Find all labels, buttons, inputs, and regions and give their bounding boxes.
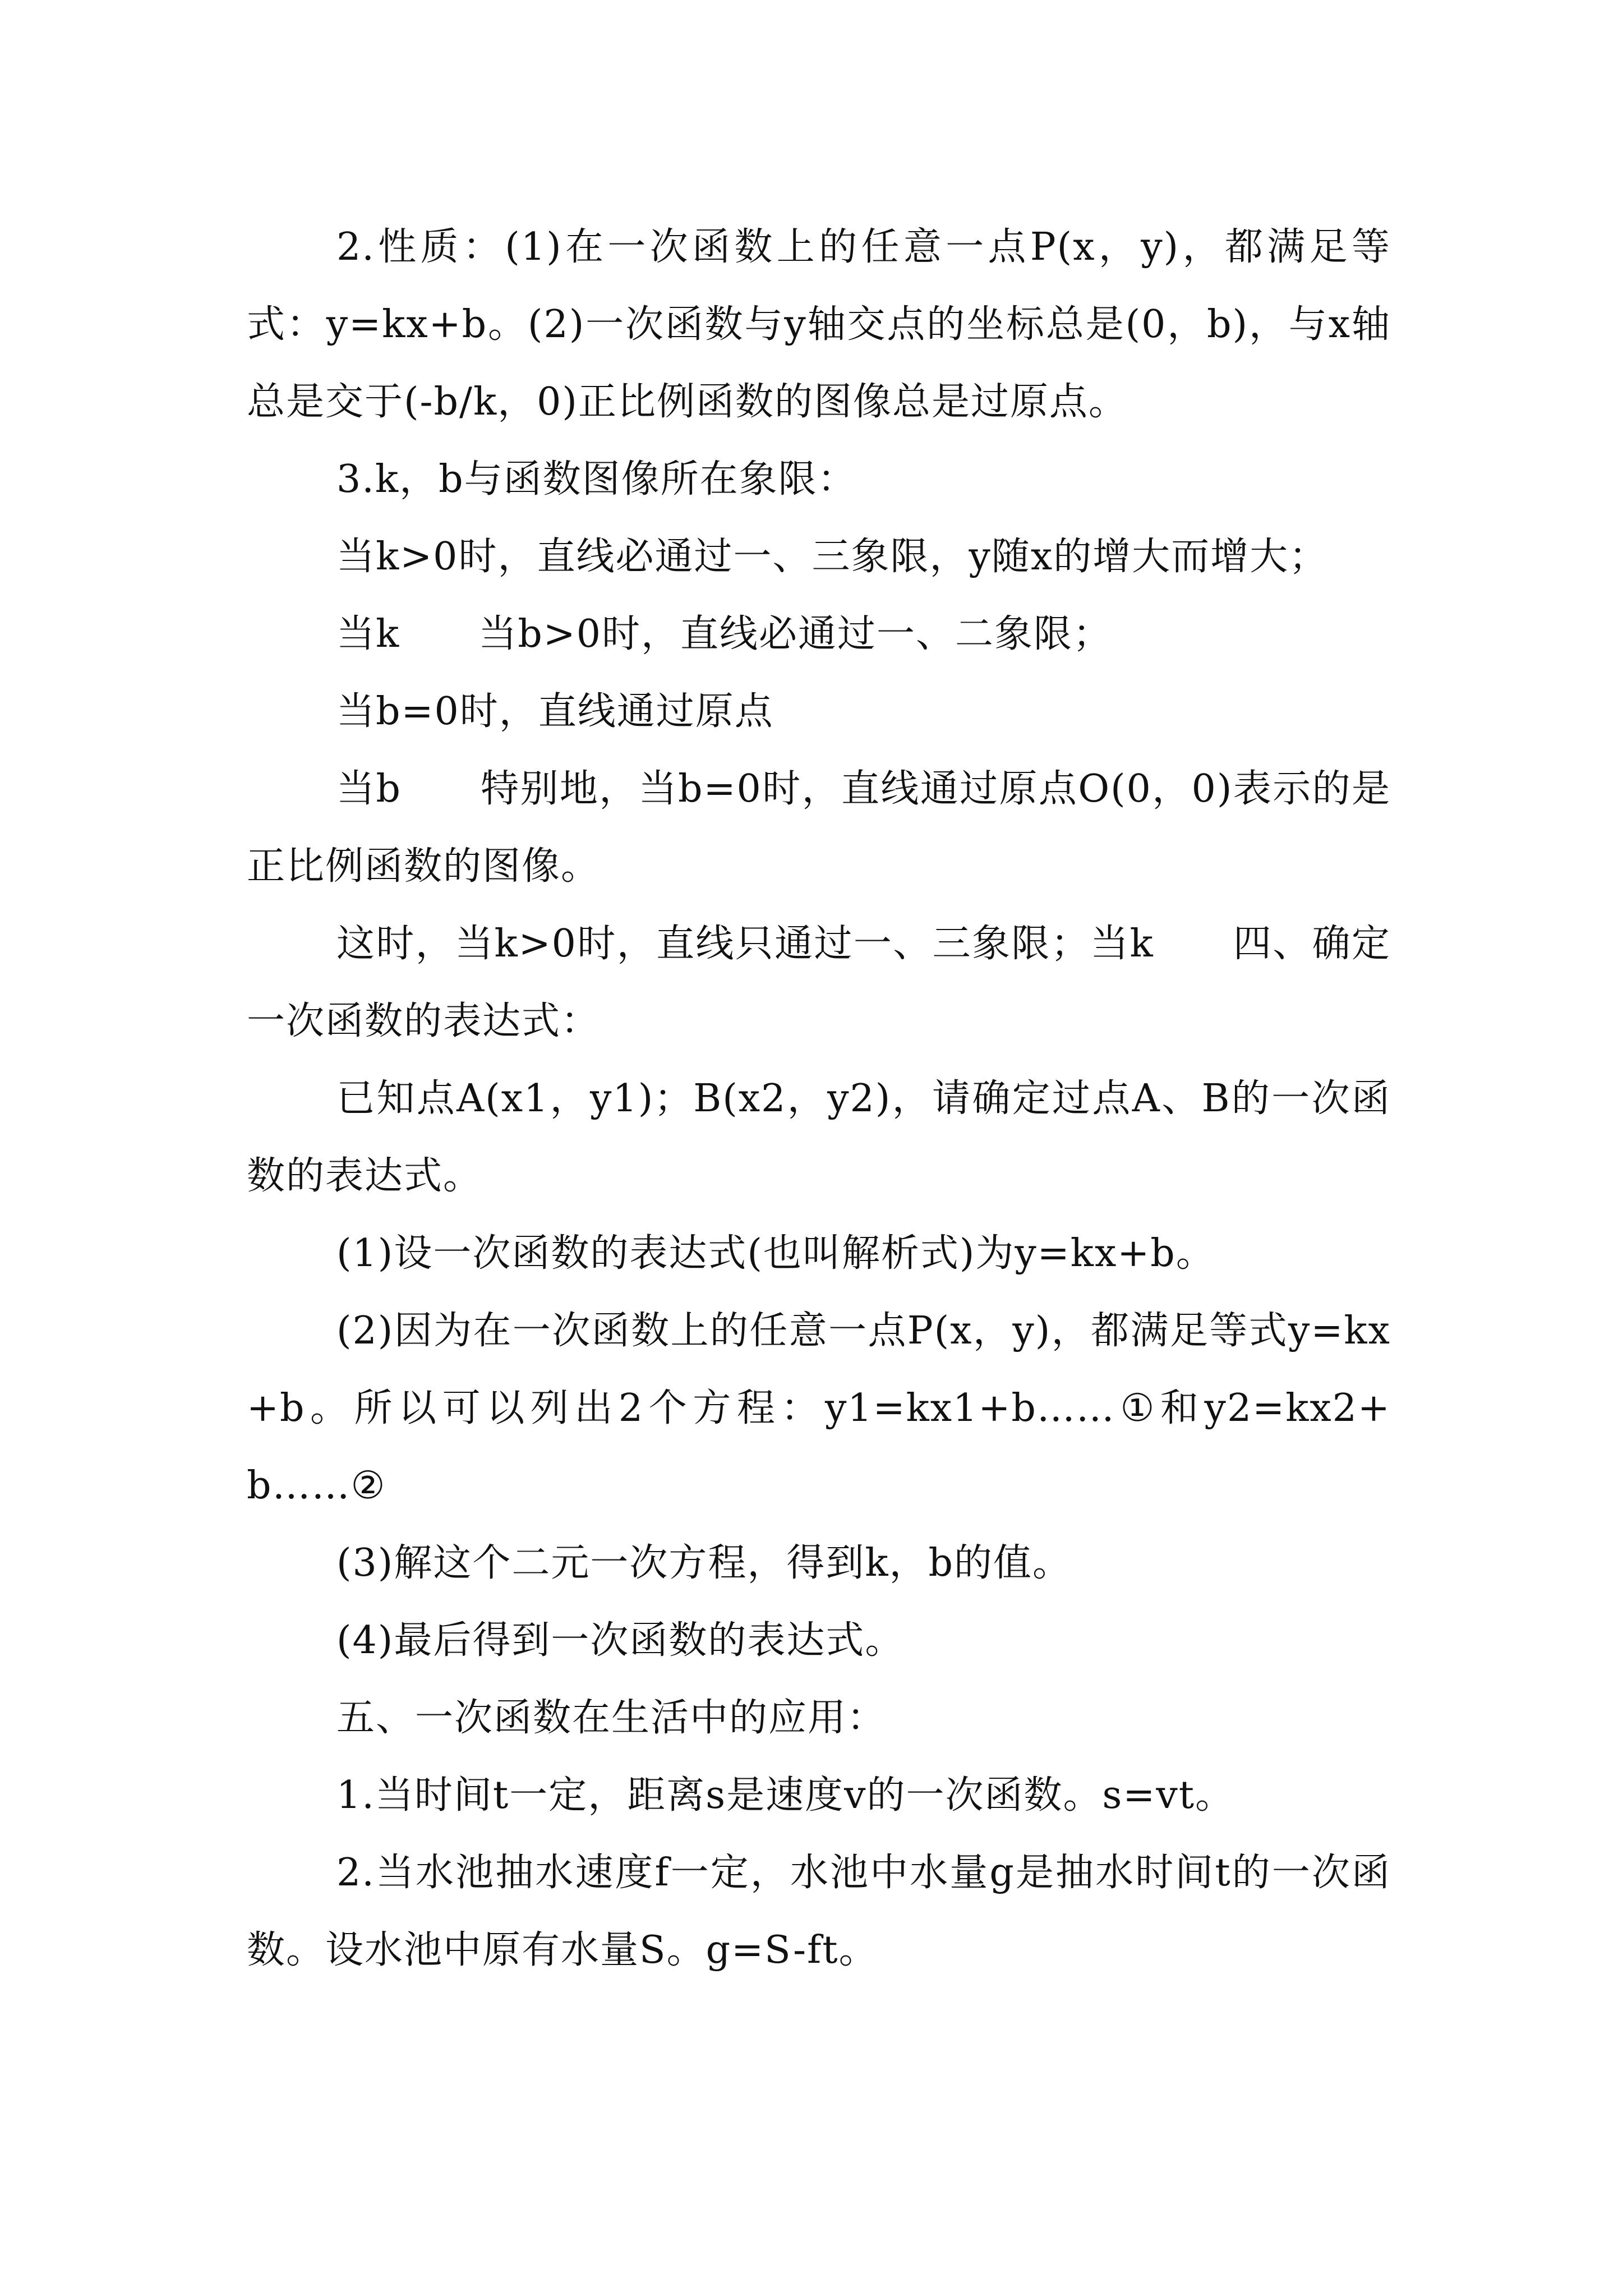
paragraph-step-2: (2)因为在一次函数上的任意一点P(x，y)，都满足等式y=kx+b。所以可以列出2个方程：y1=kx1+b……①和y2=kx2+b……②	[247, 1309, 1391, 1508]
paragraph-special-case: 当b 特别地，当b=0时，直线通过原点O(0，0)表示的是正比例函数的图像。	[247, 767, 1391, 889]
paragraph-section-four: 这时，当k>0时，直线只通过一、三象限；当k 四、确定一次函数的表达式：	[247, 922, 1391, 1043]
paragraph-step-4: (4)最后得到一次函数的表达式。	[336, 1618, 905, 1663]
paragraph-b-zero: 当b=0时，直线通过原点	[336, 689, 774, 734]
paragraph-quadrant-heading: 3.k，b与函数图像所在象限：	[336, 457, 857, 501]
paragraph-section-five: 五、一次函数在生活中的应用：	[336, 1696, 887, 1740]
document-body	[247, 209, 1391, 1989]
paragraph-step-1: (1)设一次函数的表达式(也叫解析式)为y=kx+b。	[336, 1231, 1215, 1276]
paragraph-application-2: 2.当水池抽水速度f一定，水池中水量g是抽水时间t的一次函数。设水池中原有水量S。g=S-ft。	[247, 1851, 1391, 1972]
paragraph-application-1: 1.当时间t一定，距离s是速度v的一次函数。s=vt。	[336, 1773, 1235, 1818]
paragraph-properties: 2.性质：(1)在一次函数上的任意一点P(x，y)，都满足等式：y=kx+b。(2)一次函数与y轴交点的坐标总是(0，b)，与x轴总是交于(-b/k，0)正比例函数的图像总是过原点。	[247, 225, 1391, 424]
paragraph-known-points: 已知点A(x1，y1)；B(x2，y2)，请确定过点A、B的一次函数的表达式。	[247, 1076, 1391, 1198]
paragraph-k-positive: 当k>0时，直线必通过一、三象限，y随x的增大而增大；	[336, 535, 1329, 579]
paragraph-b-positive: 当k 当b>0时，直线必通过一、二象限；	[336, 612, 1112, 656]
paragraph-step-3: (3)解这个二元一次方程，得到k，b的值。	[336, 1541, 1072, 1585]
